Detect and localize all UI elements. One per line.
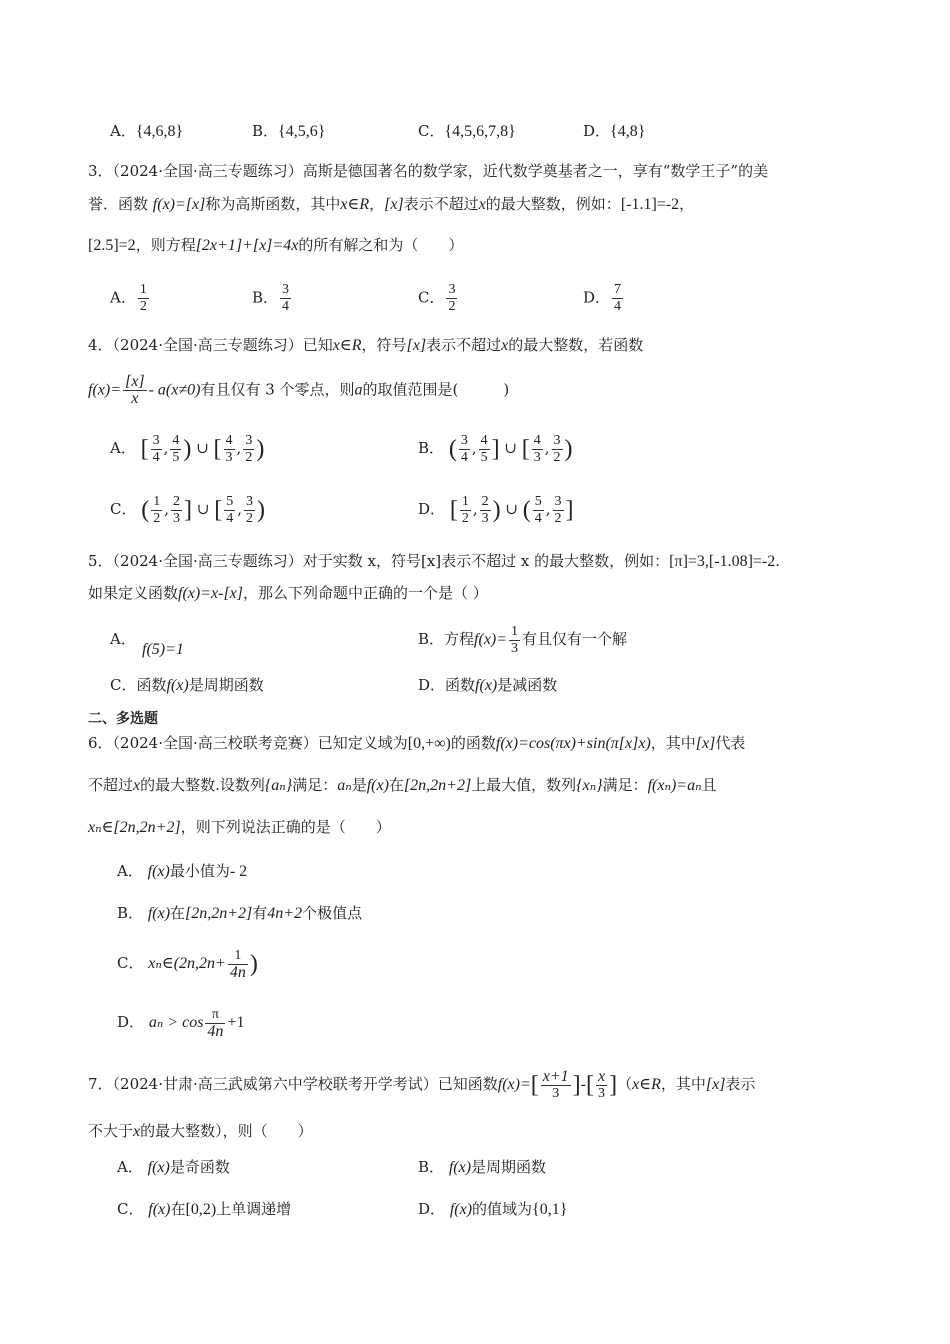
text: 表示 (725, 1075, 756, 1093)
text: 是周期函数 (471, 1158, 547, 1176)
fraction (532, 433, 543, 466)
denominator: 3 (511, 640, 519, 656)
q4-option-a: A． [ $\frac{3}{4}$ , $\frac{4}{5}$ ) ∪ [ $\frac{4}{3}$ , $\frac{3}{2}$ ) (110, 432, 265, 465)
fraction (480, 494, 491, 527)
text: 的最大整数，若函数 (508, 336, 644, 354)
option-label: C． (110, 676, 137, 694)
q6-option-a (117, 860, 247, 883)
q6-option-d (117, 1001, 244, 1044)
option-label: C． (418, 122, 445, 140)
denominator: 2 (153, 510, 161, 526)
option-label: A． (110, 439, 136, 457)
q5-option-d (418, 674, 557, 697)
q3-option-a (110, 282, 151, 315)
option-label: C． (117, 954, 144, 972)
option-label: D． (583, 288, 611, 307)
denominator: x (131, 390, 139, 407)
fraction (151, 433, 162, 466)
denominator: 2 (245, 449, 253, 465)
fraction (553, 494, 564, 527)
fraction (612, 282, 623, 315)
bracket: ] (184, 497, 193, 523)
fraction (244, 494, 255, 527)
q7-line2 (88, 1120, 313, 1143)
math: - 2 (229, 863, 248, 880)
text: （2024·全国·高三专题练习）对于实数 x，符号[x]表示不超过 x 的最大整数，例如： (112, 552, 670, 570)
fraction (533, 494, 544, 527)
fraction (479, 433, 490, 466)
text: 满足： (602, 776, 648, 794)
math: f(x)=cos(πx)+sin(π[x]x) (495, 735, 651, 752)
math: [2n,2n+2] (185, 905, 253, 922)
fraction (228, 948, 248, 981)
math: - a(x≠0) (148, 381, 201, 399)
text: 个极值点 (302, 904, 363, 922)
math: [x] (406, 337, 427, 354)
text: 如果定义函数 (88, 584, 179, 602)
numerator: 4 (172, 432, 180, 448)
bracket: [ (521, 436, 530, 462)
math: [2n,2n+2] (403, 777, 472, 794)
option-label: C． (117, 1200, 144, 1218)
math: f(xₙ)=aₙ (647, 777, 702, 794)
math: f(x) (147, 1159, 170, 1176)
text: 满足： (292, 776, 338, 794)
bracket: ] (491, 436, 500, 462)
denominator: 5 (172, 449, 180, 465)
option-math: {4,8} (610, 123, 646, 140)
option-label: B． (117, 904, 144, 922)
q4-option-d: D． [ $\frac{1}{2}$ , $\frac{2}{3}$ ) ∪ ( $\frac{5}{4}$ , $\frac{3}{2}$ ] (418, 493, 574, 526)
q6-option-c (117, 942, 258, 985)
math: x (133, 1123, 141, 1140)
text: 最小值为 (169, 862, 230, 880)
q7-line1 (88, 1064, 755, 1105)
q6-line2 (88, 774, 717, 797)
question-number: 4． (88, 336, 113, 354)
math: +1 (227, 1014, 245, 1031)
q2-option-b (252, 120, 325, 143)
q2-option-a (110, 120, 183, 143)
bracket: ) (564, 436, 573, 462)
math: x (133, 777, 141, 794)
option-label: C． (110, 500, 137, 518)
fraction (170, 433, 181, 466)
option-label: B． (418, 630, 445, 648)
fraction (138, 282, 149, 315)
math: [-1.1]=-2 (620, 196, 680, 213)
fraction (151, 494, 162, 527)
fraction (205, 1007, 225, 1040)
fraction (280, 282, 291, 315)
denominator: 2 (553, 449, 561, 465)
section-title: 二、多选题 (88, 711, 158, 727)
q5-option-c (110, 674, 264, 697)
bracket: [ (213, 436, 222, 462)
text: 上单调递增 (216, 1200, 292, 1218)
option-label: D． (117, 1013, 145, 1031)
numerator: 4 (533, 432, 541, 448)
question-number: 5． (88, 552, 113, 570)
text: ，那么下列命题中正确的一个是（ ） (243, 584, 488, 602)
math: [2x+1]+[x]=4x (195, 237, 299, 254)
text: 有且仅有一个解 (522, 630, 628, 648)
q3-option-c (418, 282, 459, 315)
text: 且 (701, 776, 717, 794)
union: ∪ (505, 500, 518, 518)
text: （2024·甘肃·高三武威第六中学校联考开学考试）已知函数 (112, 1075, 498, 1093)
denominator: 3 (533, 449, 541, 465)
text: 的最大整数，例如： (485, 195, 621, 213)
denominator: 2 (245, 510, 253, 526)
math: [x] (695, 735, 716, 752)
option-label: D． (418, 1200, 446, 1218)
text: 称为高斯函数，其中 (205, 195, 341, 213)
text: （2024·全国·高三校联考竞赛）已知定义域为 (112, 734, 408, 752)
math: f(x) (449, 1201, 473, 1218)
q7-option-c (117, 1198, 291, 1221)
bracket: ] (609, 1072, 618, 1098)
option-label: A． (110, 288, 136, 307)
math: f(x) (147, 863, 170, 880)
math: f(x) (166, 677, 189, 694)
bracket: ] (572, 1072, 581, 1098)
numerator: 1 (461, 493, 469, 509)
denominator: 4 (226, 510, 234, 526)
numerator: 5 (534, 493, 542, 509)
bracket: ) (492, 497, 501, 523)
math: 4n+2 (267, 905, 303, 922)
option-math: {4,5,6,7,8} (444, 123, 516, 140)
fraction (460, 494, 471, 527)
option-label: D． (418, 676, 446, 694)
option-math: {4,6,8} (135, 123, 184, 140)
q7-option-d (418, 1198, 567, 1221)
denominator: 5 (480, 449, 488, 465)
text: 不超过 (88, 776, 134, 794)
text: ，其中 (650, 734, 696, 752)
numerator: 1 (228, 948, 248, 965)
numerator: 3 (448, 282, 456, 297)
bracket: [ (140, 436, 149, 462)
fraction (509, 624, 520, 657)
denominator: 2 (139, 299, 147, 314)
math: [x] (384, 196, 404, 213)
text: 函数 (445, 676, 476, 694)
q2-option-c (418, 120, 516, 143)
math: (2n,2n+ (173, 955, 226, 972)
numerator: 3 (553, 432, 561, 448)
denominator: 4 (282, 299, 290, 314)
math: a (354, 381, 363, 399)
denominator: 4 (534, 510, 542, 526)
text: 的函数 (450, 734, 496, 752)
text: ( ) (452, 380, 510, 399)
q7-option-b (418, 1156, 546, 1179)
denominator: 4n (229, 963, 246, 981)
union: ∪ (196, 439, 209, 457)
option-label: A． (110, 630, 136, 648)
option-label: D． (583, 122, 611, 140)
text: 的最大整数.设数列 (140, 776, 265, 794)
fraction (171, 494, 182, 527)
text: 的值域为 (472, 1200, 533, 1218)
option-math: {4,5,6} (278, 123, 326, 140)
fraction (552, 433, 563, 466)
text: 的取值范围是 (362, 380, 453, 399)
math: f(x)= (474, 631, 508, 648)
text: 是 (351, 776, 367, 794)
text: 在 (170, 1200, 186, 1218)
math: f(x)= (497, 1076, 531, 1093)
bracket: ) (256, 497, 265, 523)
text: ，则下列说法正确的是（ ） (180, 818, 391, 836)
denominator: 2 (448, 299, 456, 314)
math: f(x) (147, 905, 171, 922)
q3-line3 (88, 234, 463, 257)
option-label: A． (110, 122, 136, 140)
bracket: [ (449, 497, 458, 523)
math: - (580, 1076, 586, 1093)
bracket: ) (183, 436, 192, 462)
q4-option-c: C． ( $\frac{1}{2}$ , $\frac{2}{3}$ ] ∪ [ $\frac{5}{4}$ , $\frac{3}{2}$ ) (110, 493, 265, 526)
bracket: ( (448, 436, 457, 462)
numerator: 7 (614, 282, 622, 297)
math: [0,2) (185, 1201, 217, 1218)
q5-option-a (110, 628, 136, 650)
denominator: 3 (552, 1085, 560, 1101)
question-number: 3． (88, 162, 113, 180)
math: f(x)= (88, 381, 121, 399)
numerator: 5 (226, 493, 234, 509)
text: 上最大值，数列 (471, 776, 577, 794)
math: aₙ (337, 777, 352, 794)
denominator: 2 (461, 510, 469, 526)
option-label: D． (418, 500, 446, 518)
math: f(x)=x-[x] (178, 585, 243, 602)
q7-option-a (117, 1156, 230, 1179)
numerator: 1 (153, 493, 161, 509)
bracket: [ (586, 1072, 594, 1098)
denominator: 3 (225, 449, 233, 465)
numerator: 3 (554, 493, 562, 509)
text: 方程 (444, 630, 475, 648)
q2-option-d (583, 120, 645, 143)
math: f(x)=[x] (152, 196, 206, 213)
math: f(x) (448, 1159, 472, 1176)
fraction (224, 494, 235, 527)
text: ，则方程 (135, 236, 196, 254)
numerator: 1 (139, 282, 147, 297)
text: 在 (388, 776, 404, 794)
bracket: ) (256, 436, 265, 462)
numerator: 3 (245, 432, 253, 448)
text: ，符号 (361, 336, 407, 354)
numerator: 3 (152, 432, 160, 448)
math: [x] (705, 1076, 726, 1093)
text: 函数 (136, 676, 167, 694)
numerator: x (598, 1067, 606, 1085)
math: aₙ > cos (148, 1014, 204, 1031)
math: xₙ∈[2n,2n+2] (88, 819, 181, 836)
math: f(x) (366, 777, 389, 794)
numerator: 4 (480, 432, 488, 448)
text: 不大于 (88, 1122, 134, 1140)
math: f(x) (148, 1201, 171, 1218)
q6-option-b (117, 902, 362, 925)
text: （2024·全国·高三专题练习）已知 (112, 336, 333, 354)
math: {xₙ} (576, 777, 603, 794)
numerator: 3 (282, 282, 290, 297)
denominator: 4 (460, 449, 468, 465)
text: 是周期函数 (188, 676, 264, 694)
numerator: [x] (125, 373, 145, 390)
q5-option-a-math (142, 638, 184, 661)
bracket: [ (530, 1072, 539, 1098)
fraction (446, 282, 457, 315)
text: 是奇函数 (169, 1158, 230, 1176)
q3-option-d (583, 282, 625, 315)
denominator: 3 (481, 510, 489, 526)
text: 代表 (715, 734, 746, 752)
math: x (501, 337, 509, 354)
question-text: （2024·全国·高三专题练习）高斯是德国著名的数学家，近代数学奠基者之一，享有“数学王子”的美 (112, 162, 769, 180)
q3-line2 (88, 193, 694, 216)
numerator: π (205, 1007, 225, 1024)
numerator: 4 (225, 432, 233, 448)
numerator: 3 (245, 493, 253, 509)
union: ∪ (196, 500, 210, 518)
question-number: 6． (88, 734, 113, 752)
text: 誉．函数 (88, 195, 149, 213)
numerator: 1 (511, 623, 519, 639)
denominator: 4 (614, 299, 622, 314)
numerator: 3 (460, 432, 468, 448)
denominator: 3 (173, 510, 181, 526)
text: 是减函数 (497, 676, 558, 694)
option-label: B． (418, 1158, 445, 1176)
union: ∪ (504, 439, 517, 457)
q4-line1 (88, 334, 643, 357)
text: 有 (252, 904, 268, 922)
math: [π]=3,[-1.08]=-2 (669, 553, 776, 570)
option-label: B． (252, 288, 279, 307)
text: 的所有解之和为（ ） (298, 236, 464, 254)
numerator: 2 (173, 493, 181, 509)
q3-line1 (88, 160, 768, 182)
fraction (459, 433, 470, 466)
option-label: C． (418, 288, 445, 307)
math: x∈R (332, 337, 362, 354)
text: 在 (170, 904, 186, 922)
math: f(5)=1 (142, 641, 184, 658)
option-label: B． (418, 439, 445, 457)
text: ， (369, 195, 385, 213)
text: . (775, 552, 781, 570)
text: 表示不超过 (426, 336, 502, 354)
q5-line2 (88, 582, 488, 605)
math: [2.5]=2 (88, 237, 136, 254)
fraction (224, 433, 235, 466)
denominator: 4 (152, 449, 160, 465)
q5-line1 (88, 550, 780, 573)
denominator: 3 (598, 1085, 606, 1101)
math: f(x) (475, 677, 498, 694)
numerator: 2 (481, 493, 489, 509)
q6-line3 (88, 816, 391, 839)
question-number: 7． (88, 1075, 113, 1093)
option-label: A． (117, 862, 143, 880)
text: ， (679, 195, 695, 213)
bracket: [ (214, 497, 223, 523)
math: {0,1} (532, 1201, 568, 1218)
text: 的最大整数），则（ ） (140, 1122, 313, 1140)
math: x (478, 196, 486, 213)
denominator: 4n (207, 1022, 224, 1040)
option-label: A． (117, 1158, 143, 1176)
numerator: x+1 (542, 1067, 569, 1085)
math: {aₙ} (264, 777, 293, 794)
denominator: 2 (554, 510, 562, 526)
fraction (243, 433, 254, 466)
math: xₙ∈ (148, 955, 174, 972)
fraction (123, 374, 147, 407)
fraction (541, 1069, 571, 1102)
bracket: ] (565, 497, 574, 523)
q6-line1 (88, 732, 745, 755)
bracket: ) (249, 951, 258, 977)
math: [0,+∞) (407, 735, 451, 752)
bracket: ( (522, 497, 531, 523)
text: 有且仅有 3 个零点，则 (200, 380, 355, 399)
fraction (596, 1069, 607, 1102)
bracket: ( (141, 497, 150, 523)
q5-option-b (418, 622, 627, 657)
q4-option-b: B． ( $\frac{3}{4}$ , $\frac{4}{5}$ ] ∪ [ $\frac{4}{3}$ , $\frac{3}{2}$ ) (418, 432, 573, 465)
option-label: B． (252, 122, 279, 140)
text: 表示不超过 (403, 195, 479, 213)
q4-line2 (88, 374, 509, 407)
text: （ (617, 1075, 633, 1093)
math: x∈R (340, 196, 370, 213)
q3-option-b (252, 282, 293, 315)
text: ，其中 (660, 1075, 706, 1093)
math: x∈R (632, 1076, 661, 1093)
